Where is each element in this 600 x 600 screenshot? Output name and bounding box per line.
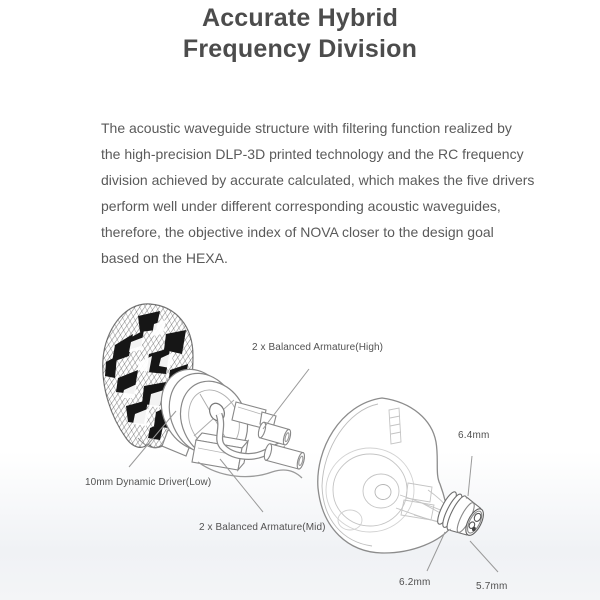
label-dynamic-driver-low: 10mm Dynamic Driver(Low): [85, 477, 212, 488]
page-title: [0, 3, 600, 65]
leader-line-64: [468, 456, 472, 496]
description-line: The acoustic waveguide structure with filtering function realized by: [101, 120, 512, 136]
earphone-diagram-art: [0, 290, 600, 600]
description-line: based on the HEXA.: [101, 250, 228, 266]
label-balanced-armature-high: 2 x Balanced Armature(High): [252, 342, 384, 353]
description-line: division achieved by accurate calculated, which makes the five drivers: [101, 172, 535, 188]
description-line: therefore, the objective index of NOVA closer to the design goal: [101, 224, 494, 240]
leader-line-57: [470, 541, 498, 572]
leader-line-mid: [220, 459, 263, 512]
page-title-line1: Accurate Hybrid: [201, 4, 399, 32]
earphone-exploded-diagram: [0, 290, 600, 600]
label-balanced-armature-mid: 2 x Balanced Armature(Mid): [199, 522, 326, 533]
page-title-line2: Frequency Division: [182, 35, 418, 63]
shell-illustration: [318, 398, 452, 553]
description-line: perform well under different corresponding acoustic waveguides,: [101, 198, 501, 214]
leader-line-high: [263, 369, 309, 429]
description-paragraph: [101, 115, 541, 271]
description-line: the high-precision DLP-3D printed technology and the RC frequency: [101, 146, 524, 162]
label-dimension-nozzle-base: 6.4mm: [458, 430, 490, 441]
label-dimension-nozzle-mid: 6.2mm: [399, 577, 431, 588]
label-dimension-nozzle-tip: 5.7mm: [476, 581, 508, 592]
